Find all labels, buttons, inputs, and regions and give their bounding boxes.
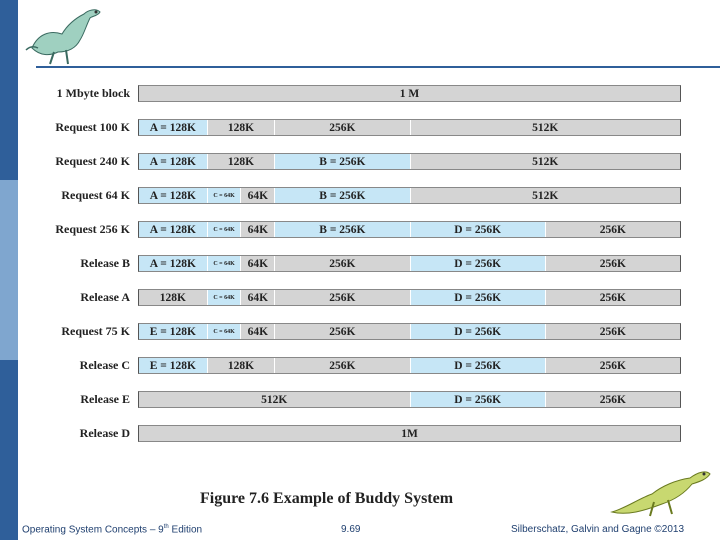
dinosaur-footer-icon [606,458,712,520]
allocated-block: A = 128K [139,120,207,135]
free-block: 128K [207,358,275,373]
allocated-block: C = 64K [207,188,241,203]
free-block: 512K [410,120,681,135]
row-label: Request 240 K [55,154,130,168]
row-label: 1 Mbyte block [56,86,130,100]
footer-course-sup: th [163,524,169,530]
footer-copyright: Silberschatz, Galvin and Gagne ©2013 [511,524,685,535]
footer-page-number: 9.69 [341,524,361,535]
allocated-block: B = 256K [274,154,409,169]
dinosaur-logo-icon [24,4,110,66]
allocated-block: A = 128K [139,256,207,271]
free-block: 64K [240,222,274,237]
memory-row-bar [138,153,681,170]
free-block: 64K [240,290,274,305]
memory-row-bar [138,187,681,204]
allocated-block: E = 128K [139,358,207,373]
allocated-block: D = 256K [410,222,545,237]
free-block: 64K [240,256,274,271]
row-label: Release B [80,256,130,270]
free-block: 64K [240,324,274,339]
free-block: 512K [410,154,681,169]
free-block: 64K [240,188,274,203]
row-label: Request 64 K [61,188,130,202]
allocated-block: D = 256K [410,324,545,339]
free-block: 256K [545,358,680,373]
row-label: Release D [79,426,130,440]
footer-course-text: Operating System Concepts – 9 [22,524,164,536]
free-block: 256K [545,222,680,237]
slide-sidebar [0,0,18,540]
free-block: 512K [410,188,681,203]
free-block: 256K [274,120,409,135]
free-block: 256K [274,358,409,373]
row-label: Request 256 K [55,222,130,236]
free-block: 256K [545,324,680,339]
row-label: Request 100 K [55,120,130,134]
allocated-block: C = 64K [207,256,241,271]
footer-course-edition: Edition [168,524,203,536]
allocated-block: D = 256K [410,358,545,373]
free-block: 1 M [139,86,680,101]
free-block: 256K [545,392,680,407]
memory-row-bar [138,357,681,374]
sidebar-highlight [0,180,18,360]
figure-title: Figure 7.6 Example of Buddy System [200,490,454,507]
row-label: Release E [80,392,130,406]
free-block: 512K [139,392,410,407]
allocated-block: D = 256K [410,392,545,407]
allocated-block: A = 128K [139,188,207,203]
row-label: Release A [80,290,130,304]
allocated-block: C = 64K [207,290,241,305]
allocated-block: A = 128K [139,154,207,169]
free-block: 256K [274,256,409,271]
free-block: 1M [139,426,680,441]
row-label: Request 75 K [61,324,130,338]
free-block: 128K [139,290,207,305]
free-block: 256K [545,290,680,305]
free-block: 256K [545,256,680,271]
memory-row-bar [138,85,681,102]
memory-row-bar [138,255,681,272]
memory-row-bar [138,289,681,306]
row-label: Release C [79,358,130,372]
free-block: 256K [274,324,409,339]
header-rule [36,66,720,68]
allocated-block: A = 128K [139,222,207,237]
allocated-block: D = 256K [410,256,545,271]
free-block: 128K [207,120,275,135]
allocated-block: D = 256K [410,290,545,305]
memory-row-bar [138,425,681,442]
memory-row-bar [138,323,681,340]
free-block: 128K [207,154,275,169]
memory-row-bar [138,221,681,238]
memory-row-bar [138,391,681,408]
free-block: 256K [274,290,409,305]
allocated-block: B = 256K [274,222,409,237]
allocated-block: C = 64K [207,222,241,237]
allocated-block: E = 128K [139,324,207,339]
allocated-block: C = 64K [207,324,241,339]
memory-row-bar [138,119,681,136]
allocated-block: B = 256K [274,188,409,203]
footer-course [22,524,202,535]
